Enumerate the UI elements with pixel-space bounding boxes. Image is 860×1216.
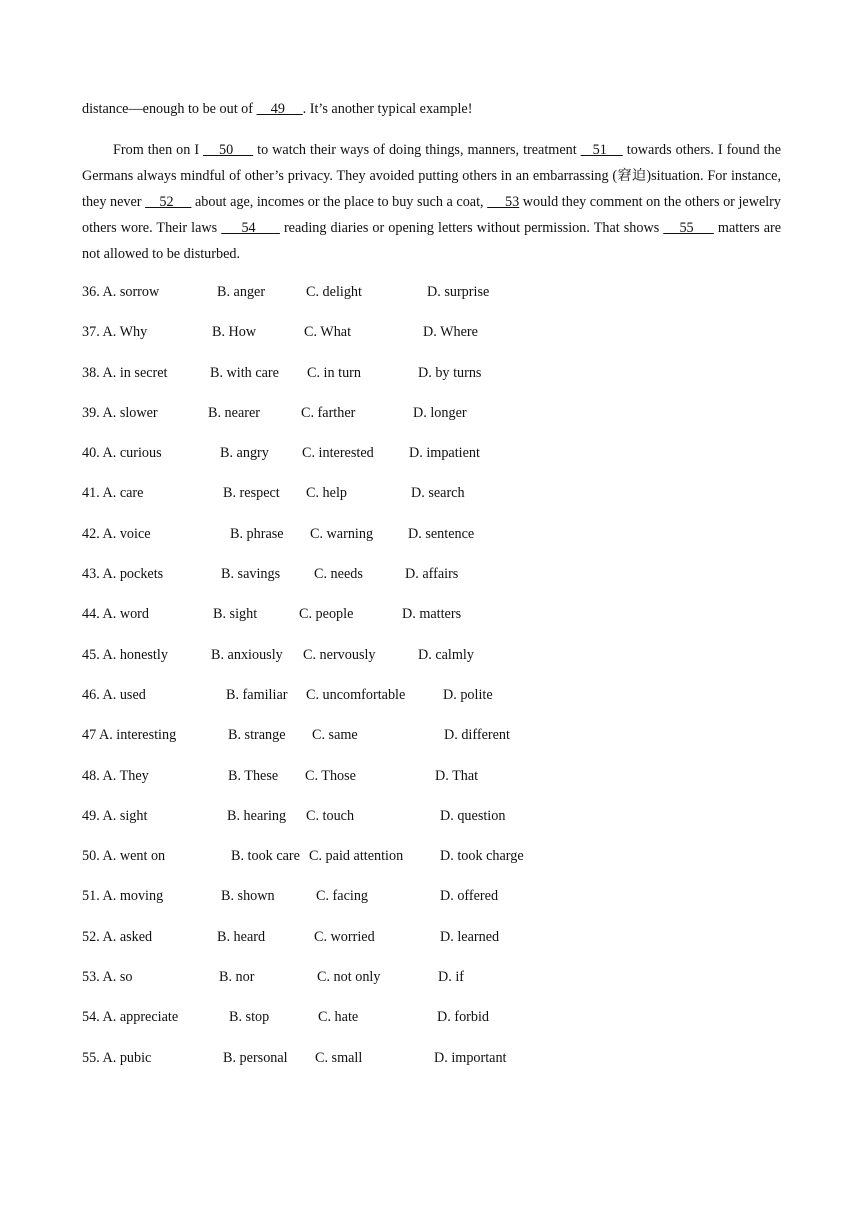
- option-d: D. matters: [402, 606, 462, 623]
- option-a: 37. A. Why: [82, 324, 148, 341]
- option-a: 36. A. sorrow: [82, 284, 160, 300]
- question-row: [82, 683, 781, 723]
- question-row: [82, 804, 781, 844]
- option-a: 43. A. pockets: [82, 566, 164, 583]
- option-a: 49. A. sight: [82, 807, 148, 824]
- text-segment: to watch their ways of doing things, manners, treatment: [253, 142, 581, 158]
- text-segment: towards others. I found the Germans always mindful of other’s privacy. They avoided putting others in an embarrassing (窘迫)situation. For instance, they never: [82, 142, 782, 210]
- option-a: 40. A. curious: [82, 445, 162, 462]
- option-b: B. phrase: [230, 525, 284, 542]
- option-b: B. took care: [231, 848, 300, 865]
- question-row: [82, 965, 781, 1005]
- option-b: B. heard: [217, 928, 266, 945]
- question-row: [82, 723, 781, 763]
- option-b: B. strange: [228, 727, 286, 744]
- passage: [82, 96, 781, 267]
- option-b: B. shown: [221, 888, 275, 905]
- question-row: [82, 1046, 781, 1086]
- option-b: B. angry: [220, 445, 269, 462]
- question-row: [82, 643, 781, 683]
- question-row: [82, 562, 781, 602]
- question-row: [82, 280, 781, 320]
- option-d: D. search: [411, 485, 465, 502]
- option-c: C. facing: [316, 888, 369, 905]
- blank-53: 53: [487, 194, 520, 210]
- option-a: 55. A. pubic: [82, 1049, 152, 1066]
- option-c: C. farther: [301, 404, 356, 421]
- option-b: B. with care: [210, 364, 279, 381]
- question-row: [82, 884, 781, 924]
- option-c: C. in turn: [307, 364, 361, 381]
- option-d: D. surprise: [427, 284, 490, 300]
- text-segment: about age, incomes or the place to buy such a coat,: [191, 194, 488, 210]
- text-segment: reading diaries or opening letters without permission. That shows: [279, 220, 664, 236]
- option-a: 51. A. moving: [82, 888, 164, 905]
- blank-54: 54: [221, 220, 280, 236]
- option-b: B. savings: [221, 566, 281, 583]
- option-d: D. longer: [413, 404, 467, 421]
- option-c: C. paid attention: [309, 848, 404, 865]
- option-a: 45. A. honestly: [82, 646, 168, 663]
- option-d: D. calmly: [418, 646, 474, 663]
- question-row: [82, 602, 781, 642]
- option-b: B. nor: [219, 969, 255, 986]
- option-c: C. help: [306, 485, 347, 502]
- option-d: D. different: [444, 727, 510, 744]
- option-b: B. personal: [223, 1049, 288, 1066]
- text-segment: . It’s another typical example!: [302, 101, 473, 117]
- option-c: C. warning: [310, 525, 374, 542]
- question-row: [82, 361, 781, 401]
- blank-49: 49: [256, 101, 303, 117]
- option-a: 47 A. interesting: [82, 727, 177, 744]
- option-d: D. offered: [440, 888, 499, 905]
- option-c: C. needs: [314, 566, 363, 583]
- option-a: 41. A. care: [82, 485, 144, 502]
- option-a: 44. A. word: [82, 606, 149, 623]
- option-c: C. What: [304, 324, 352, 341]
- option-a: 52. A. asked: [82, 928, 153, 945]
- option-b: B. respect: [223, 485, 280, 502]
- option-b: B. sight: [213, 606, 258, 623]
- option-c: C. interested: [302, 445, 374, 462]
- option-c: C. small: [315, 1049, 363, 1066]
- text-segment: From then on I: [113, 142, 204, 158]
- question-row: [82, 1005, 781, 1045]
- question-row: [82, 844, 781, 884]
- option-b: B. stop: [229, 1009, 270, 1026]
- option-b: B. How: [212, 324, 257, 341]
- option-d: D. affairs: [405, 566, 459, 583]
- option-b: B. hearing: [227, 807, 287, 824]
- option-c: C. worried: [314, 928, 375, 945]
- option-a: 48. A. They: [82, 767, 149, 784]
- passage-line-1: [82, 96, 781, 122]
- question-row: [82, 320, 781, 360]
- option-c: C. hate: [318, 1009, 359, 1026]
- option-c: C. nervously: [303, 646, 376, 663]
- option-a: 39. A. slower: [82, 404, 158, 421]
- option-b: B. familiar: [226, 686, 288, 703]
- question-row: [82, 764, 781, 804]
- option-d: D. sentence: [408, 525, 475, 542]
- option-c: C. people: [299, 606, 354, 623]
- blank-51: 51: [580, 142, 623, 158]
- option-d: D. if: [438, 969, 465, 986]
- option-b: B. anger: [217, 284, 266, 300]
- option-c: C. not only: [317, 969, 381, 986]
- option-c: C. delight: [306, 284, 362, 300]
- question-list: [82, 280, 781, 1086]
- option-b: B. nearer: [208, 404, 260, 421]
- question-row: [82, 441, 781, 481]
- option-a: 42. A. voice: [82, 525, 151, 542]
- question-row: [82, 481, 781, 521]
- option-d: D. That: [435, 767, 479, 784]
- option-a: 46. A. used: [82, 686, 146, 703]
- option-d: D. forbid: [437, 1009, 490, 1026]
- option-b: B. These: [228, 767, 279, 784]
- option-d: D. learned: [440, 928, 500, 945]
- text-segment: would they comment on the others or jewelry others wore. Their laws: [82, 194, 782, 236]
- option-d: D. by turns: [418, 364, 482, 381]
- text-segment: matters are not allowed to be disturbed.: [82, 220, 782, 262]
- blank-50: 50: [203, 142, 254, 158]
- blank-52: 52: [145, 194, 192, 210]
- option-c: C. Those: [305, 767, 356, 784]
- option-c: C. same: [312, 727, 358, 744]
- option-a: 54. A. appreciate: [82, 1009, 179, 1026]
- option-d: D. took charge: [440, 848, 524, 865]
- blank-55: 55: [663, 220, 714, 236]
- option-d: D. question: [440, 807, 506, 824]
- question-row: [82, 401, 781, 441]
- option-d: D. important: [434, 1049, 507, 1066]
- option-d: D. polite: [443, 686, 493, 703]
- question-row: [82, 925, 781, 965]
- option-a: 38. A. in secret: [82, 364, 168, 381]
- option-c: C. uncomfortable: [306, 686, 406, 703]
- option-d: D. impatient: [409, 445, 480, 462]
- option-c: C. touch: [306, 807, 355, 824]
- option-a: 50. A. went on: [82, 848, 166, 865]
- question-row: [82, 522, 781, 562]
- option-d: D. Where: [423, 324, 478, 341]
- option-a: 53. A. so: [82, 969, 133, 986]
- passage-paragraph: [82, 137, 781, 267]
- text-segment: distance—enough to be out of: [82, 101, 257, 117]
- option-b: B. anxiously: [211, 646, 283, 663]
